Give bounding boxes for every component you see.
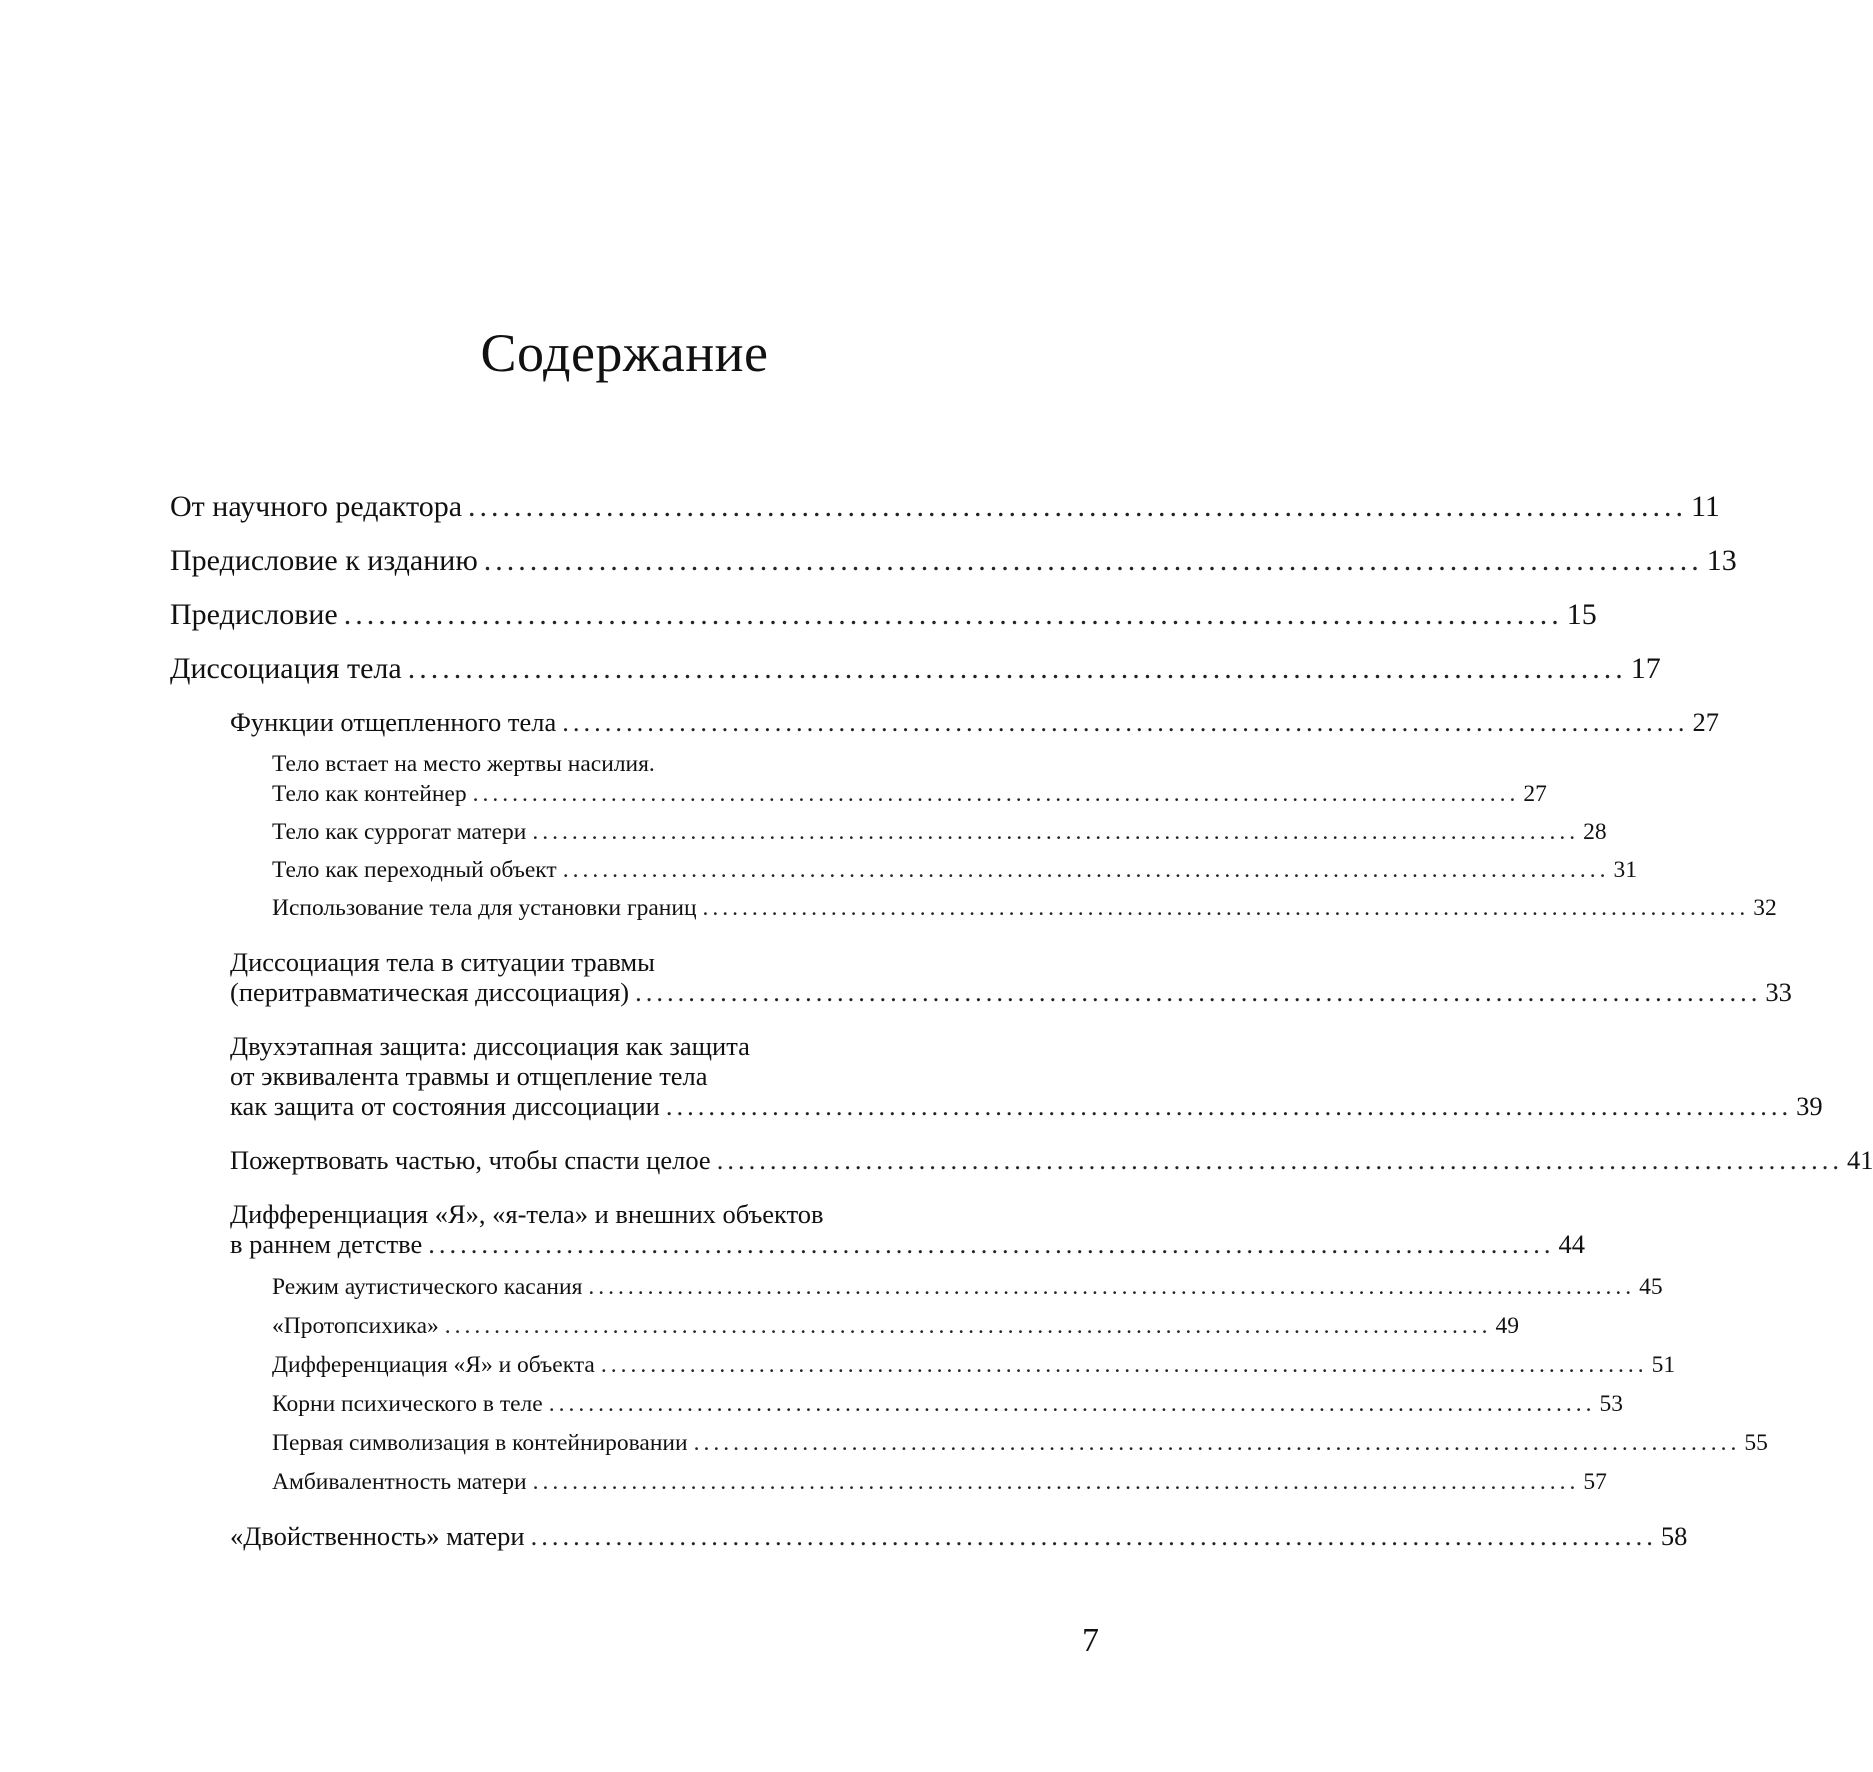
- leader-dots: ..........................................................................................................: [702, 895, 1750, 921]
- toc-entry-page: 51: [1651, 1352, 1676, 1378]
- toc-entry: [272, 1391, 1623, 1418]
- toc-entry: [170, 544, 1737, 578]
- leader-dots: ..........................................................................................................: [562, 707, 1689, 737]
- toc-entry-page: 15: [1566, 598, 1597, 631]
- toc-entry-page: 45: [1639, 1274, 1663, 1300]
- toc-entry: [272, 895, 1777, 922]
- leader-dots: ..........................................................................................................: [600, 1352, 1648, 1378]
- toc-entry: [230, 977, 1792, 1008]
- toc-entry-title: Диссоциация тела: [170, 652, 402, 685]
- leader-dots: ..........................................................................................................: [483, 544, 1703, 577]
- leader-dots: ..........................................................................................................: [548, 1391, 1596, 1417]
- toc-entry-title: От научного редактора: [170, 490, 463, 523]
- leader-dots: ..........................................................................................................: [407, 652, 1627, 685]
- toc-entry-title: Пожертвовать частью, чтобы спасти целое: [230, 1145, 711, 1175]
- toc-entry: [170, 652, 1661, 686]
- toc-entry: [272, 819, 1607, 846]
- toc-entry-page: 49: [1495, 1313, 1520, 1339]
- leader-dots: ..........................................................................................................: [472, 781, 1520, 807]
- leader-dots: ..........................................................................................................: [635, 977, 1762, 1007]
- leader-dots: ..........................................................................................................: [588, 1274, 1636, 1300]
- toc-entry-title: Функции отщепленного тела: [230, 707, 557, 737]
- toc-entry: [272, 1430, 1768, 1457]
- toc-entry: [170, 598, 1597, 632]
- toc-entry-title: «Протопсихика»: [272, 1313, 439, 1339]
- toc-entry-page: 31: [1613, 857, 1637, 883]
- toc-entry-title: Режим аутистического касания: [272, 1274, 583, 1300]
- toc-entry-title: «Двойственность» матери: [230, 1521, 525, 1551]
- toc-entry: [230, 1091, 1823, 1122]
- toc-entry-page: 33: [1765, 977, 1792, 1007]
- toc-entry-title: Тело как контейнер: [272, 781, 467, 807]
- toc-entry: [272, 1469, 1607, 1496]
- toc-entry-title: Предисловие к изданию: [170, 544, 478, 577]
- toc-entry-page: 28: [1583, 819, 1607, 845]
- toc-entry-title: (перитравматическая диссоциация): [230, 977, 630, 1007]
- toc-entry-title: Использование тела для установки границ: [272, 895, 697, 921]
- leader-dots: ..........................................................................................................: [693, 1430, 1741, 1456]
- toc-entry: [272, 781, 1547, 808]
- toc-entry-title: Амбивалентность матери: [272, 1469, 527, 1495]
- toc-entry: [272, 857, 1637, 884]
- toc-entry-line: Дифференциация «Я», «я-тела» и внешних объектов: [230, 1199, 824, 1229]
- leader-dots: ..........................................................................................................: [444, 1313, 1492, 1339]
- toc-entry-title: как защита от состояния диссоциации: [230, 1091, 660, 1121]
- toc-entry-title: Первая символизация в контейнировании: [272, 1430, 688, 1456]
- toc-entry: [230, 707, 1720, 738]
- toc-entry: [230, 1145, 1873, 1176]
- toc-entry-title: Тело как переходный объект: [272, 857, 557, 883]
- toc-entry-page: 39: [1796, 1091, 1823, 1121]
- toc-entry: [230, 1521, 1688, 1552]
- toc-entry: [272, 1352, 1676, 1379]
- toc-entry: [272, 1313, 1520, 1340]
- toc-entry-page: 27: [1523, 781, 1547, 807]
- toc-entry-page: 44: [1558, 1229, 1586, 1259]
- leader-dots: ..........................................................................................................: [343, 598, 1563, 631]
- toc-entry-title: Корни психического в теле: [272, 1391, 543, 1417]
- toc-entry-title: Тело как суррогат матери: [272, 819, 527, 845]
- toc-entry-page: 27: [1692, 707, 1720, 737]
- toc-entry-page: 11: [1691, 490, 1720, 523]
- toc-entry-page: 41: [1846, 1145, 1873, 1175]
- page-number: 7: [1082, 1622, 1099, 1659]
- toc-entry-page: 58: [1660, 1521, 1688, 1551]
- toc-entry-page: 55: [1744, 1430, 1768, 1456]
- toc-entry-line: от эквивалента травмы и отщепление тела: [230, 1061, 708, 1091]
- toc-entry-title: в раннем детстве: [230, 1229, 423, 1259]
- toc-entry-title: Предисловие: [170, 598, 338, 631]
- leader-dots: ..........................................................................................................: [428, 1229, 1555, 1259]
- leader-dots: ..........................................................................................................: [665, 1091, 1793, 1121]
- toc-entry-line: Двухэтапная защита: диссоциация как защита: [230, 1031, 750, 1061]
- toc-entry: [170, 490, 1720, 524]
- toc-entry: [230, 1229, 1586, 1260]
- leader-dots: ..........................................................................................................: [562, 857, 1610, 883]
- leader-dots: ..........................................................................................................: [530, 1521, 1657, 1551]
- leader-dots: ..........................................................................................................: [468, 490, 1688, 523]
- page-title: Содержание: [480, 323, 769, 383]
- toc-entry-page: 57: [1583, 1469, 1607, 1495]
- toc-entry-line: Диссоциация тела в ситуации травмы: [230, 947, 655, 977]
- toc-entry-line: Тело встает на место жертвы насилия.: [272, 751, 655, 777]
- leader-dots: ..........................................................................................................: [532, 819, 1580, 845]
- toc-entry-page: 53: [1599, 1391, 1623, 1417]
- toc-entry-title: Дифференциация «Я» и объекта: [272, 1352, 595, 1378]
- toc-entry-page: 13: [1706, 544, 1737, 577]
- toc-entry: [272, 1274, 1663, 1301]
- toc-entry-page: 17: [1630, 652, 1661, 685]
- leader-dots: ..........................................................................................................: [532, 1469, 1580, 1495]
- toc-entry-page: 32: [1753, 895, 1777, 921]
- leader-dots: ..........................................................................................................: [716, 1145, 1843, 1175]
